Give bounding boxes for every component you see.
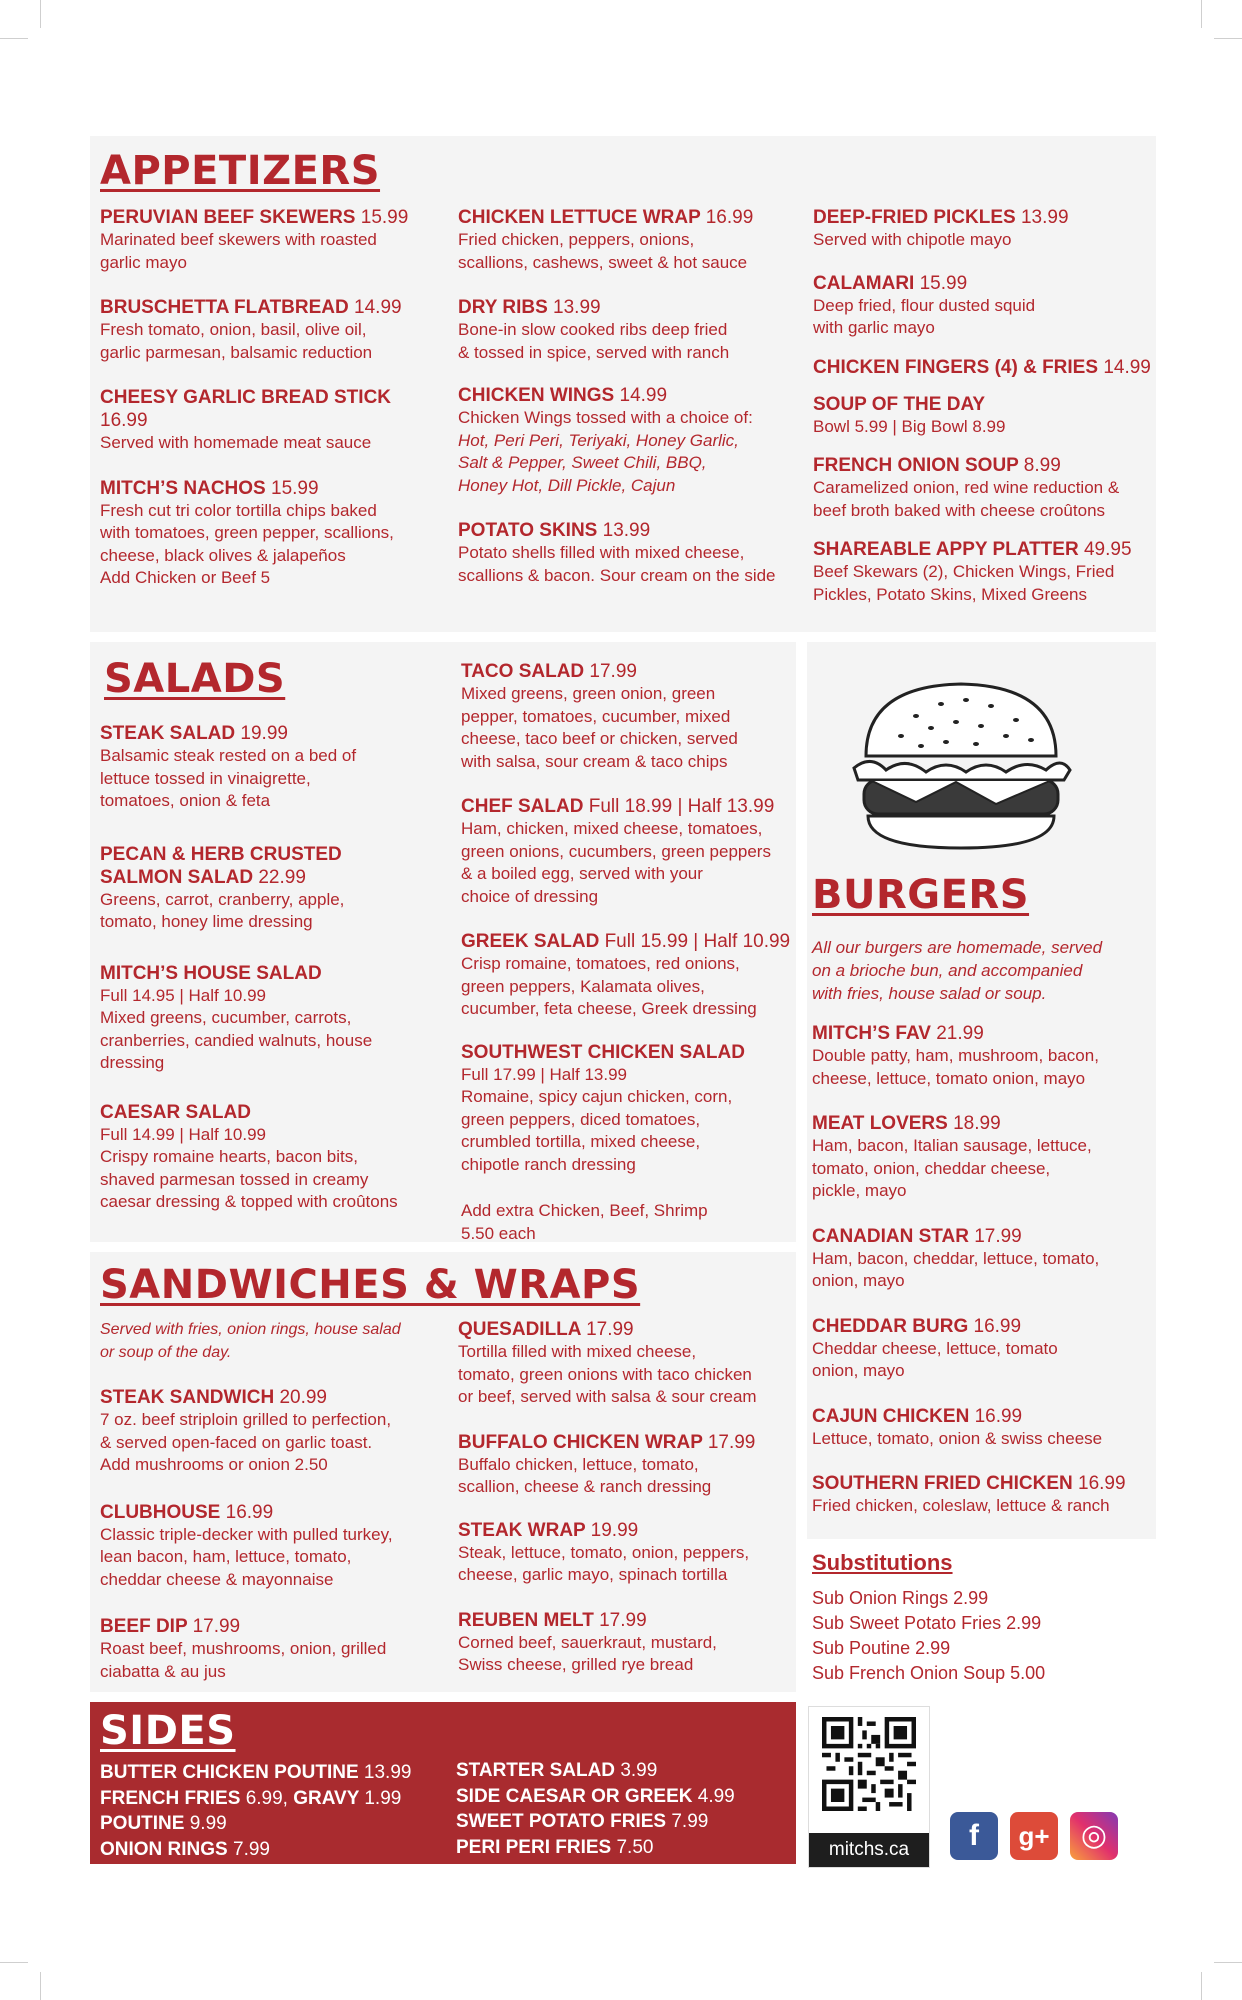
salads-title: SALADS [104, 656, 286, 702]
item-name: STEAK WRAP [458, 1519, 586, 1541]
item-name: MEAT LOVERS [812, 1113, 948, 1134]
item-price: 22.99 [258, 866, 306, 888]
item-description: Tortilla filled with mixed cheese, tomato, green onions with taco chicken or beef, served with salsa & sour cream [458, 1342, 757, 1406]
side-item [100, 1786, 440, 1812]
appetizers-column-1 [100, 206, 440, 590]
item-price: Full 15.99 | Half 10.99 [604, 931, 791, 952]
crop-mark [40, 0, 41, 28]
facebook-icon[interactable] [950, 1812, 998, 1860]
sides-column-1 [100, 1760, 440, 1862]
menu-item [813, 356, 1153, 379]
item-name: CHICKEN FINGERS (4) & FRIES [813, 356, 1099, 378]
item-name-line [461, 1041, 801, 1064]
item-name: BUFFALO CHICKEN WRAP [458, 1431, 703, 1453]
menu-item [100, 1615, 440, 1683]
item-price: 19.99 [240, 723, 288, 744]
menu-item [813, 393, 1153, 439]
side-price: 7.99 [671, 1811, 709, 1832]
side-name: PERI PERI FRIES [456, 1836, 612, 1858]
item-name-line [100, 1101, 440, 1124]
substitution-item: Sub Sweet Potato Fries 2.99 [812, 1613, 1042, 1633]
item-price: 13.99 [602, 520, 651, 541]
sandwiches-column-1 [100, 1386, 440, 1683]
substitutions-title: Substitutions [812, 1550, 953, 1575]
item-name: PECAN & HERB CRUSTED SALMON SALAD [100, 843, 342, 888]
item-price: 16.99 [100, 410, 148, 431]
item-name: REUBEN MELT [458, 1609, 594, 1631]
item-description: Full 17.99 | Half 13.99 Romaine, spicy cajun chicken, corn, green peppers, diced tomatoes, crumbled tortilla, mixed cheese, chipotle ranch dressing [461, 1064, 733, 1174]
appetizers-title: APPETIZERS [100, 148, 381, 194]
menu-item [812, 1472, 1152, 1518]
google-plus-icon[interactable] [1010, 1812, 1058, 1860]
item-price: 16.99 [973, 1315, 1022, 1337]
side-name: BUTTER CHICKEN POUTINE [100, 1762, 359, 1783]
burgers-list [812, 1022, 1152, 1518]
facebook-icon-glyph: f [969, 1819, 979, 1852]
item-name: SOUP OF THE DAY [813, 393, 986, 415]
item-description: Ham, bacon, Italian sausage, lettuce, tomato, onion, cheddar cheese, pickle, mayo [812, 1136, 1092, 1200]
item-description: Add extra Chicken, Beef, Shrimp 5.50 each [461, 1201, 708, 1243]
item-description: Bone-in slow cooked ribs deep fried & tossed in spice, served with ranch [458, 320, 730, 362]
menu-item [812, 1405, 1152, 1451]
item-name-line [813, 272, 1153, 295]
menu-item [100, 206, 440, 274]
item-name-line [461, 660, 801, 683]
substitution-item: Sub Poutine 2.99 [812, 1638, 951, 1658]
item-name-line [458, 1519, 798, 1542]
side-price: 3.99 [620, 1760, 658, 1781]
item-name: SOUTHERN FRIED CHICKEN [812, 1473, 1073, 1494]
menu-item [100, 386, 440, 455]
menu-item [813, 272, 1153, 340]
item-description: Bowl 5.99 | Big Bowl 8.99 [813, 416, 1006, 436]
item-name-line [458, 296, 798, 319]
side-item [100, 1760, 440, 1786]
item-price: 15.99 [271, 477, 319, 499]
appetizers-column-2 [458, 206, 798, 587]
crop-mark [1214, 38, 1242, 39]
item-name: GREEK SALAD [461, 931, 600, 952]
item-name-line [812, 1315, 1152, 1338]
item-price: 8.99 [1023, 455, 1061, 476]
item-price: 13.99 [1020, 207, 1069, 228]
website-label[interactable]: mitchs.ca [809, 1833, 929, 1867]
side-price: 13.99 [363, 1762, 412, 1783]
item-price: 17.99 [589, 661, 637, 682]
menu-item [812, 1315, 1152, 1383]
side-name: GRAVY [293, 1787, 360, 1809]
burgers-title: BURGERS [812, 872, 1030, 918]
item-description: Crisp romaine, tomatoes, red onions, green peppers, Kalamata olives, cucumber, feta cheese, Greek dressing [461, 954, 757, 1018]
appetizers-column-3 [813, 206, 1153, 606]
item-name: STEAK SANDWICH [100, 1387, 275, 1408]
item-price: 16.99 [225, 1501, 274, 1523]
item-name-line [458, 1609, 798, 1632]
google-plus-icon-glyph: g+ [1018, 1821, 1050, 1851]
item-description: Roast beef, mushrooms, onion, grilled ciabatta & au jus [100, 1639, 387, 1681]
item-price: 17.99 [707, 1431, 756, 1453]
item-description: Served with homemade meat sauce [100, 433, 372, 452]
item-name: CANADIAN STAR [812, 1225, 969, 1247]
item-description: Caramelized onion, red wine reduction & beef broth baked with cheese croûtons [813, 478, 1120, 520]
item-name: CHICKEN LETTUCE WRAP [458, 207, 701, 228]
item-name: DEEP-FRIED PICKLES [813, 207, 1016, 228]
item-description: Deep fried, flour dusted squid with garlic mayo [813, 295, 1036, 337]
side-name: SIDE CAESAR OR GREEK [456, 1785, 693, 1807]
item-price: Full 18.99 | Half 13.99 [588, 796, 775, 817]
item-description: Fresh tomato, onion, basil, olive oil, garlic parmesan, balsamic reduction [100, 320, 373, 362]
menu-item [100, 722, 440, 813]
side-item [100, 1837, 440, 1863]
qr-code-icon [822, 1717, 916, 1811]
item-name: CLUBHOUSE [100, 1501, 221, 1523]
menu-item [461, 1200, 801, 1245]
item-description: Double patty, ham, mushroom, bacon, cheese, lettuce, tomato onion, mayo [812, 1046, 1099, 1088]
item-description: Full 14.95 | Half 10.99 Mixed greens, cucumber, carrots, cranberries, candied walnuts, house dressing [100, 985, 373, 1072]
item-description: Fried chicken, peppers, onions, scallions, cashews, sweet & hot sauce [458, 230, 748, 272]
menu-item [461, 1041, 801, 1177]
menu-item [813, 538, 1153, 606]
side-name: SWEET POTATO FRIES [456, 1811, 667, 1832]
burger-illustration [846, 676, 1076, 856]
item-price: 13.99 [553, 297, 601, 318]
item-name: CHEESY GARLIC BREAD STICK [100, 387, 392, 408]
side-price: 7.99 [233, 1838, 270, 1860]
item-name-line [100, 843, 440, 889]
item-description: Fresh cut tri color tortilla chips baked with tomatoes, green pepper, scallions, cheese, black olives & jalapeños Add Chicken or Beef 5 [100, 500, 394, 587]
lettuce [854, 761, 1070, 780]
item-description: Ham, bacon, cheddar, lettuce, tomato, onion, mayo [812, 1248, 1100, 1290]
sides-content [90, 1702, 796, 1864]
substitution-item: Sub Onion Rings 2.99 [812, 1588, 989, 1608]
item-name-line [812, 1472, 1152, 1495]
item-price: 15.99 [360, 207, 409, 228]
item-description: Cheddar cheese, lettuce, tomato onion, mayo [812, 1338, 1058, 1380]
menu-item [812, 1112, 1152, 1203]
item-name-line [100, 722, 440, 745]
item-description: Full 14.99 | Half 10.99 Crispy romaine hearts, bacon bits, shaved parmesan tossed in creamy caesar dressing & topped with croûtons [100, 1124, 398, 1211]
item-name: MITCH’S HOUSE SALAD [100, 962, 322, 984]
item-description: Ham, chicken, mixed cheese, tomatoes, green onions, cucumbers, green peppers & a boiled egg, served with your choice of dressing [461, 819, 771, 906]
item-name: MITCH’S FAV [812, 1023, 931, 1044]
item-price: 16.99 [974, 1405, 1023, 1427]
menu-item [100, 1101, 440, 1214]
crop-mark [1214, 1962, 1242, 1963]
item-name-line [100, 206, 440, 229]
item-price: 17.99 [192, 1616, 241, 1637]
substitution-item: Sub French Onion Soup 5.00 [812, 1663, 1046, 1683]
sandwiches-column-2 [458, 1318, 798, 1677]
side-price: 1.99 [364, 1787, 402, 1809]
crop-mark [0, 38, 28, 39]
menu-item [100, 477, 440, 590]
item-description: Classic triple-decker with pulled turkey, lean bacon, ham, lettuce, tomato, cheddar cheese & mayonnaise [100, 1524, 393, 1589]
side-name: POUTINE [100, 1813, 185, 1834]
menu-item [458, 384, 798, 497]
item-name: TACO SALAD [461, 661, 585, 682]
side-name: STARTER SALAD [456, 1760, 616, 1781]
item-price: 18.99 [953, 1113, 1001, 1134]
item-name: QUESADILLA [458, 1319, 581, 1340]
item-price: 16.99 [1078, 1473, 1126, 1494]
item-description: Greens, carrot, cranberry, apple, tomato, honey lime dressing [100, 889, 345, 931]
item-description: Buffalo chicken, lettuce, tomato, scallion, cheese & ranch dressing [458, 1454, 712, 1496]
item-name-line [458, 1431, 798, 1454]
item-name-line [813, 393, 1153, 416]
item-description: 7 oz. beef striploin grilled to perfection, & served open-faced on garlic toast. Add mushrooms or onion 2.50 [100, 1410, 392, 1474]
substitutions-list [812, 1586, 1152, 1686]
item-price: 14.99 [354, 297, 402, 318]
menu-item [813, 206, 1153, 252]
menu-item [461, 660, 801, 773]
menu-item [458, 296, 798, 364]
item-name: CHICKEN WINGS [458, 385, 615, 406]
side-name: FRENCH FRIES [100, 1787, 241, 1809]
item-name-line [100, 477, 440, 500]
item-description: Mixed greens, green onion, green pepper, tomatoes, cucumber, mixed cheese, taco beef or chicken, served with salsa, sour cream & taco chips [461, 684, 738, 771]
item-description: Chicken Wings tossed with a choice of: [458, 408, 753, 427]
item-name: PERUVIAN BEEF SKEWERS [100, 207, 356, 228]
item-name: FRENCH ONION SOUP [813, 455, 1019, 476]
item-price: 17.99 [974, 1225, 1022, 1247]
item-name: CAJUN CHICKEN [812, 1405, 970, 1427]
item-name: CALAMARI [813, 272, 915, 294]
item-description: Steak, lettuce, tomato, onion, peppers, cheese, garlic mayo, spinach tortilla [458, 1542, 750, 1584]
menu-item [100, 1386, 440, 1477]
item-description: Corned beef, sauerkraut, mustard, Swiss cheese, grilled rye bread [458, 1632, 717, 1674]
menu-item [458, 1519, 798, 1587]
menu-item [100, 296, 440, 364]
menu-item [458, 1318, 798, 1409]
item-price: 21.99 [936, 1023, 984, 1044]
salads-column-1 [100, 722, 440, 1214]
item-name: BEEF DIP [100, 1616, 188, 1637]
side-item [100, 1811, 440, 1837]
item-name-line [458, 206, 798, 229]
crop-mark [40, 1972, 41, 2000]
item-price: 19.99 [590, 1519, 639, 1541]
burgers-intro: All our burgers are homemade, served on a brioche bun, and accompanied with fries, house salad or soup. [812, 938, 1103, 1003]
item-name: CAESAR SALAD [100, 1101, 251, 1123]
menu-item [813, 454, 1153, 522]
item-name-line [812, 1405, 1152, 1428]
sandwiches-intro: Served with fries, onion rings, house salad or soup of the day. [100, 1321, 401, 1361]
item-name: STEAK SALAD [100, 723, 236, 744]
item-name-line [813, 454, 1153, 477]
item-flavours: Hot, Peri Peri, Teriyaki, Honey Garlic, Salt & Pepper, Sweet Chili, BBQ, Honey Hot, Dill Pickle, Cajun [458, 430, 739, 495]
side-price: 4.99 [697, 1785, 735, 1807]
menu-item [100, 1501, 440, 1592]
item-name: CHEF SALAD [461, 796, 584, 817]
item-name: SHAREABLE APPY PLATTER [813, 539, 1079, 560]
item-name-line [461, 930, 801, 953]
menu-item [812, 1022, 1152, 1090]
menu-item [458, 1431, 798, 1499]
qr-code-card[interactable] [808, 1706, 930, 1868]
item-name-line [458, 1318, 798, 1341]
item-name-line [812, 1022, 1152, 1045]
item-description: Marinated beef skewers with roasted garlic mayo [100, 230, 377, 272]
item-name-line [100, 1501, 440, 1524]
sides-title: SIDES [100, 1708, 236, 1754]
item-name: SOUTHWEST CHICKEN SALAD [461, 1041, 745, 1063]
item-name-line [813, 356, 1153, 379]
side-price: 7.50 [616, 1836, 654, 1858]
menu-item [812, 1225, 1152, 1293]
item-description: Potato shells filled with mixed cheese, scallions & bacon. Sour cream on the side [458, 543, 776, 585]
menu-item [461, 795, 801, 908]
item-price: 17.99 [599, 1609, 647, 1631]
side-price: 9.99 [189, 1813, 227, 1834]
menu-item [458, 1609, 798, 1677]
item-price: 14.99 [619, 385, 668, 406]
item-price: 20.99 [279, 1387, 327, 1408]
item-price: 16.99 [705, 207, 754, 228]
item-name-line [813, 538, 1153, 561]
item-name-line [100, 1386, 440, 1409]
item-name-line [813, 206, 1153, 229]
menu-item [458, 206, 798, 274]
side-item [456, 1809, 796, 1835]
side-item [456, 1758, 796, 1784]
instagram-icon[interactable] [1070, 1812, 1118, 1860]
item-name-line [461, 795, 801, 818]
item-name-line [458, 384, 798, 407]
item-description: Fried chicken, coleslaw, lettuce & ranch [812, 1496, 1110, 1515]
menu-item [100, 962, 440, 1075]
item-description: Balsamic steak rested on a bed of lettuce tossed in vinaigrette, tomatoes, onion & feta [100, 746, 357, 810]
item-name: DRY RIBS [458, 297, 548, 318]
item-description: Served with chipotle mayo [813, 230, 1012, 249]
item-name-line [100, 296, 440, 319]
item-price: 14.99 [1103, 356, 1151, 378]
side-item [456, 1784, 796, 1810]
item-price: 17.99 [586, 1319, 634, 1340]
item-name-line [100, 962, 440, 985]
crop-mark [1201, 0, 1202, 28]
sides-column-2 [456, 1758, 796, 1860]
crop-mark [1201, 1972, 1202, 2000]
item-name: MITCH’S NACHOS [100, 477, 266, 499]
menu-item [461, 930, 801, 1021]
item-name: CHEDDAR BURG [812, 1315, 969, 1337]
item-price: 15.99 [919, 272, 968, 294]
salads-column-2 [461, 660, 801, 1245]
item-name-line [812, 1225, 1152, 1248]
instagram-icon-glyph: ◎ [1080, 1819, 1108, 1852]
item-name-line [100, 1615, 440, 1638]
sandwiches-title: SANDWICHES & WRAPS [100, 1262, 641, 1308]
item-name: POTATO SKINS [458, 520, 598, 541]
crop-mark [0, 1962, 28, 1963]
side-item [456, 1835, 796, 1861]
item-description: Lettuce, tomato, onion & swiss cheese [812, 1428, 1103, 1448]
item-name: BRUSCHETTA FLATBREAD [100, 297, 349, 318]
item-name-line [458, 519, 798, 542]
item-name-line [100, 386, 440, 432]
menu-item [458, 519, 798, 587]
top-bun [866, 684, 1056, 756]
item-price: 49.95 [1083, 539, 1132, 560]
menu-item [100, 843, 440, 934]
side-price: 6.99, [245, 1787, 294, 1809]
side-name: ONION RINGS [100, 1838, 228, 1860]
item-description: Beef Skewars (2), Chicken Wings, Fried Pickles, Potato Skins, Mixed Greens [813, 562, 1115, 604]
bottom-bun [868, 816, 1054, 848]
item-name-line [812, 1112, 1152, 1135]
